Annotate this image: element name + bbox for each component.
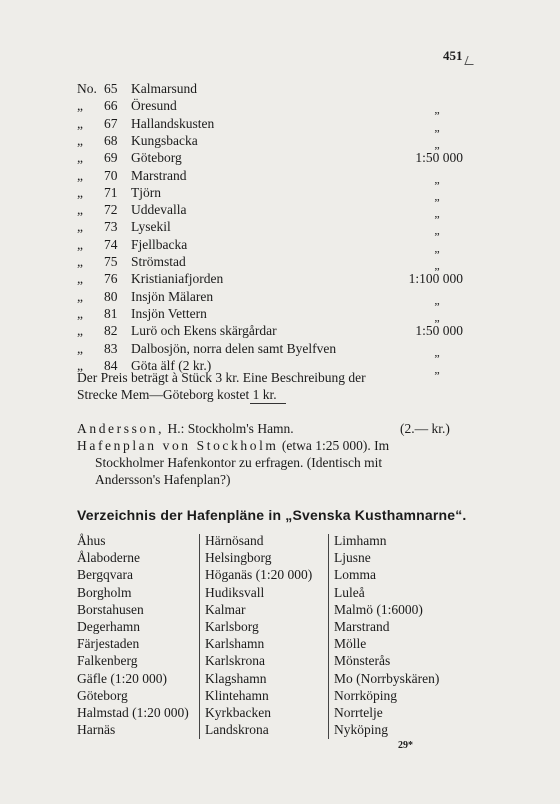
chart-scale: „ (434, 171, 440, 186)
chart-number: 80 (104, 288, 118, 304)
port-entry: Lomma (334, 567, 376, 583)
row-prefix: „ (77, 288, 83, 304)
row-prefix: „ (77, 305, 83, 321)
chart-list-row (77, 236, 463, 253)
chart-name: Kungsbacka (131, 132, 198, 148)
port-entry: Gäfle (1:20 000) (77, 670, 167, 686)
chart-list-row (77, 149, 463, 166)
chart-list-row (77, 305, 463, 322)
chart-scale: „ (434, 292, 440, 307)
row-prefix: „ (77, 219, 83, 235)
port-entry: Karlsborg (205, 618, 259, 634)
chart-name: Öresund (131, 98, 177, 114)
chart-scale: 1:50 000 (415, 150, 463, 166)
chart-list-row (77, 97, 463, 117)
chart-list-row (77, 80, 463, 97)
andersson-author: Andersson, (77, 421, 165, 436)
chart-list-row (77, 288, 463, 305)
row-prefix: „ (77, 202, 83, 218)
port-entry: Norrköping (334, 687, 397, 703)
chart-scale: „ (434, 136, 440, 151)
chart-scale: „ (434, 223, 440, 238)
port-entry: Bergqvara (77, 567, 133, 583)
ports-column-1 (77, 532, 189, 738)
chart-name: Lurö och Ekens skärgårdar (131, 323, 277, 339)
chart-scale: „ (434, 119, 440, 134)
chart-list-row (77, 253, 463, 270)
port-entry: Norrtelje (334, 704, 383, 720)
row-prefix: „ (77, 115, 83, 131)
port-entry: Limhamn (334, 533, 387, 548)
port-entry: Malmö (1:6000) (334, 601, 423, 617)
port-entry: Göteborg (77, 687, 128, 703)
chart-scale: „ (434, 240, 440, 255)
chart-name: Lysekil (131, 219, 171, 235)
port-entry: Falkenberg (77, 653, 138, 669)
port-entry: Marstrand (334, 618, 390, 634)
chart-name: Uddevalla (131, 202, 187, 218)
signature-mark: 29* (398, 740, 413, 751)
chart-number: 68 (104, 132, 118, 148)
port-entry: Klagshamn (205, 670, 267, 686)
andersson-entry (77, 420, 463, 437)
chart-number: 76 (104, 271, 118, 287)
chart-scale: „ (434, 344, 440, 359)
chart-name: Kristianiafjorden (131, 271, 224, 287)
ports-column-3 (334, 532, 439, 738)
chart-name: Insjön Vettern (131, 305, 207, 321)
chart-number: 84 (104, 357, 118, 373)
chart-number: 72 (104, 202, 118, 218)
port-entry: Karlshamn (205, 636, 265, 652)
column-divider (328, 534, 329, 739)
chart-list-row (77, 167, 463, 184)
port-entry: Färjestaden (77, 636, 140, 652)
chart-list-row (77, 132, 463, 149)
chart-name: Tjörn (131, 184, 161, 200)
port-entry: Harnäs (77, 722, 116, 738)
row-prefix: No. (77, 81, 97, 96)
chart-list-row (77, 115, 463, 132)
hafenplan-line-3: Andersson's Hafenplan?) (95, 472, 231, 487)
chart-name: Göta älf (2 kr.) (131, 357, 212, 373)
row-prefix: „ (77, 271, 83, 287)
port-entry: Ålaboderne (77, 550, 140, 566)
chart-number: 71 (104, 184, 118, 200)
chart-scale: „ (434, 361, 440, 376)
port-entry: Borgholm (77, 584, 132, 600)
andersson-title: H.: Stockholm's Hamn. (167, 421, 294, 436)
chart-list-row (77, 322, 463, 339)
port-entry: Kalmar (205, 601, 246, 617)
chart-name: Kalmarsund (131, 81, 197, 96)
hafenplan-rest: (etwa 1:25 000). Im (281, 438, 390, 453)
chart-scale: „ (434, 309, 440, 324)
chart-number: 67 (104, 115, 118, 131)
ports-column-2 (205, 532, 312, 738)
chart-scale: „ (434, 188, 440, 203)
port-entry: Helsingborg (205, 550, 272, 566)
port-entry: Degerhamn (77, 618, 140, 634)
port-entry: Höganäs (1:20 000) (205, 567, 313, 583)
chart-scale: „ (434, 258, 440, 272)
chart-scale: 1:50 000 (415, 323, 463, 339)
chart-scale: „ (434, 206, 440, 221)
hafenplan-line-2: Stockholmer Hafenkontor zu erfragen. (Identisch mit (95, 455, 383, 470)
row-prefix: „ (77, 236, 83, 252)
chart-number: 66 (104, 98, 118, 114)
port-entry: Åhus (77, 533, 106, 548)
row-prefix: „ (77, 184, 83, 200)
hafenplan-line-1 (77, 437, 463, 454)
row-prefix: „ (77, 167, 83, 183)
port-entry: Mo (Norrbyskären) (334, 670, 440, 686)
port-entry: Kyrkbacken (205, 704, 271, 720)
chart-list-row (77, 184, 463, 201)
chart-name: Marstrand (131, 167, 187, 183)
section-heading: Verzeichnis der Hafenpläne in „Svenska Kusthamnarne“. (77, 507, 467, 523)
row-prefix: „ (77, 150, 83, 166)
chart-list-row (77, 270, 463, 287)
port-entry: Klintehamn (205, 687, 269, 703)
row-prefix: „ (77, 254, 83, 269)
row-prefix: „ (77, 132, 83, 148)
row-prefix: „ (77, 323, 83, 339)
port-entry: Mölle (334, 636, 367, 652)
chart-number: 82 (104, 323, 118, 339)
row-prefix: „ (77, 357, 83, 373)
port-entry: Nyköping (334, 722, 388, 738)
port-entry: Mönsterås (334, 653, 391, 669)
column-divider (199, 534, 200, 739)
chart-number: 65 (104, 81, 118, 96)
port-entry: Luleå (334, 584, 365, 600)
chart-list-row (77, 218, 463, 238)
price-line-1: Der Preis beträgt à Stück 3 kr. Eine Beschreibung der (77, 370, 366, 385)
chart-number: 75 (104, 254, 118, 269)
separator-rule (250, 403, 286, 404)
chart-number: 73 (104, 219, 118, 235)
page-number: 451 (443, 48, 463, 63)
page-corner-mark (464, 56, 476, 65)
port-entry: Halmstad (1:20 000) (77, 704, 189, 720)
chart-number: 69 (104, 150, 118, 166)
port-entry: Härnösand (205, 533, 264, 548)
row-prefix: „ (77, 98, 83, 114)
andersson-price: (2.— kr.) (400, 421, 450, 436)
chart-number: 83 (104, 340, 118, 356)
chart-number: 74 (104, 236, 118, 252)
row-prefix: „ (77, 340, 83, 356)
chart-name: Fjellbacka (131, 236, 188, 252)
chart-name: Strömstad (131, 254, 186, 269)
port-entry: Landskrona (205, 722, 269, 738)
chart-name: Dalbosjön, norra delen samt Byelfven (131, 340, 337, 356)
port-entry: Ljusne (334, 550, 371, 566)
chart-name: Insjön Mälaren (131, 288, 214, 304)
port-entry: Hudiksvall (205, 584, 265, 600)
chart-list-row (77, 201, 463, 221)
chart-list-row (77, 340, 463, 357)
chart-name: Göteborg (131, 150, 182, 166)
chart-scale: „ (434, 102, 440, 117)
chart-scale: 1:100 000 (408, 271, 463, 287)
chart-number: 81 (104, 305, 118, 321)
chart-number: 70 (104, 167, 118, 183)
port-entry: Borstahusen (77, 601, 144, 617)
chart-name: Hallandskusten (131, 115, 215, 131)
port-entry: Karlskrona (205, 653, 265, 669)
hafenplan-spaced: Hafenplan von Stockholm (77, 438, 279, 453)
price-line-2: Strecke Mem—Göteborg kostet 1 kr. (77, 387, 277, 402)
